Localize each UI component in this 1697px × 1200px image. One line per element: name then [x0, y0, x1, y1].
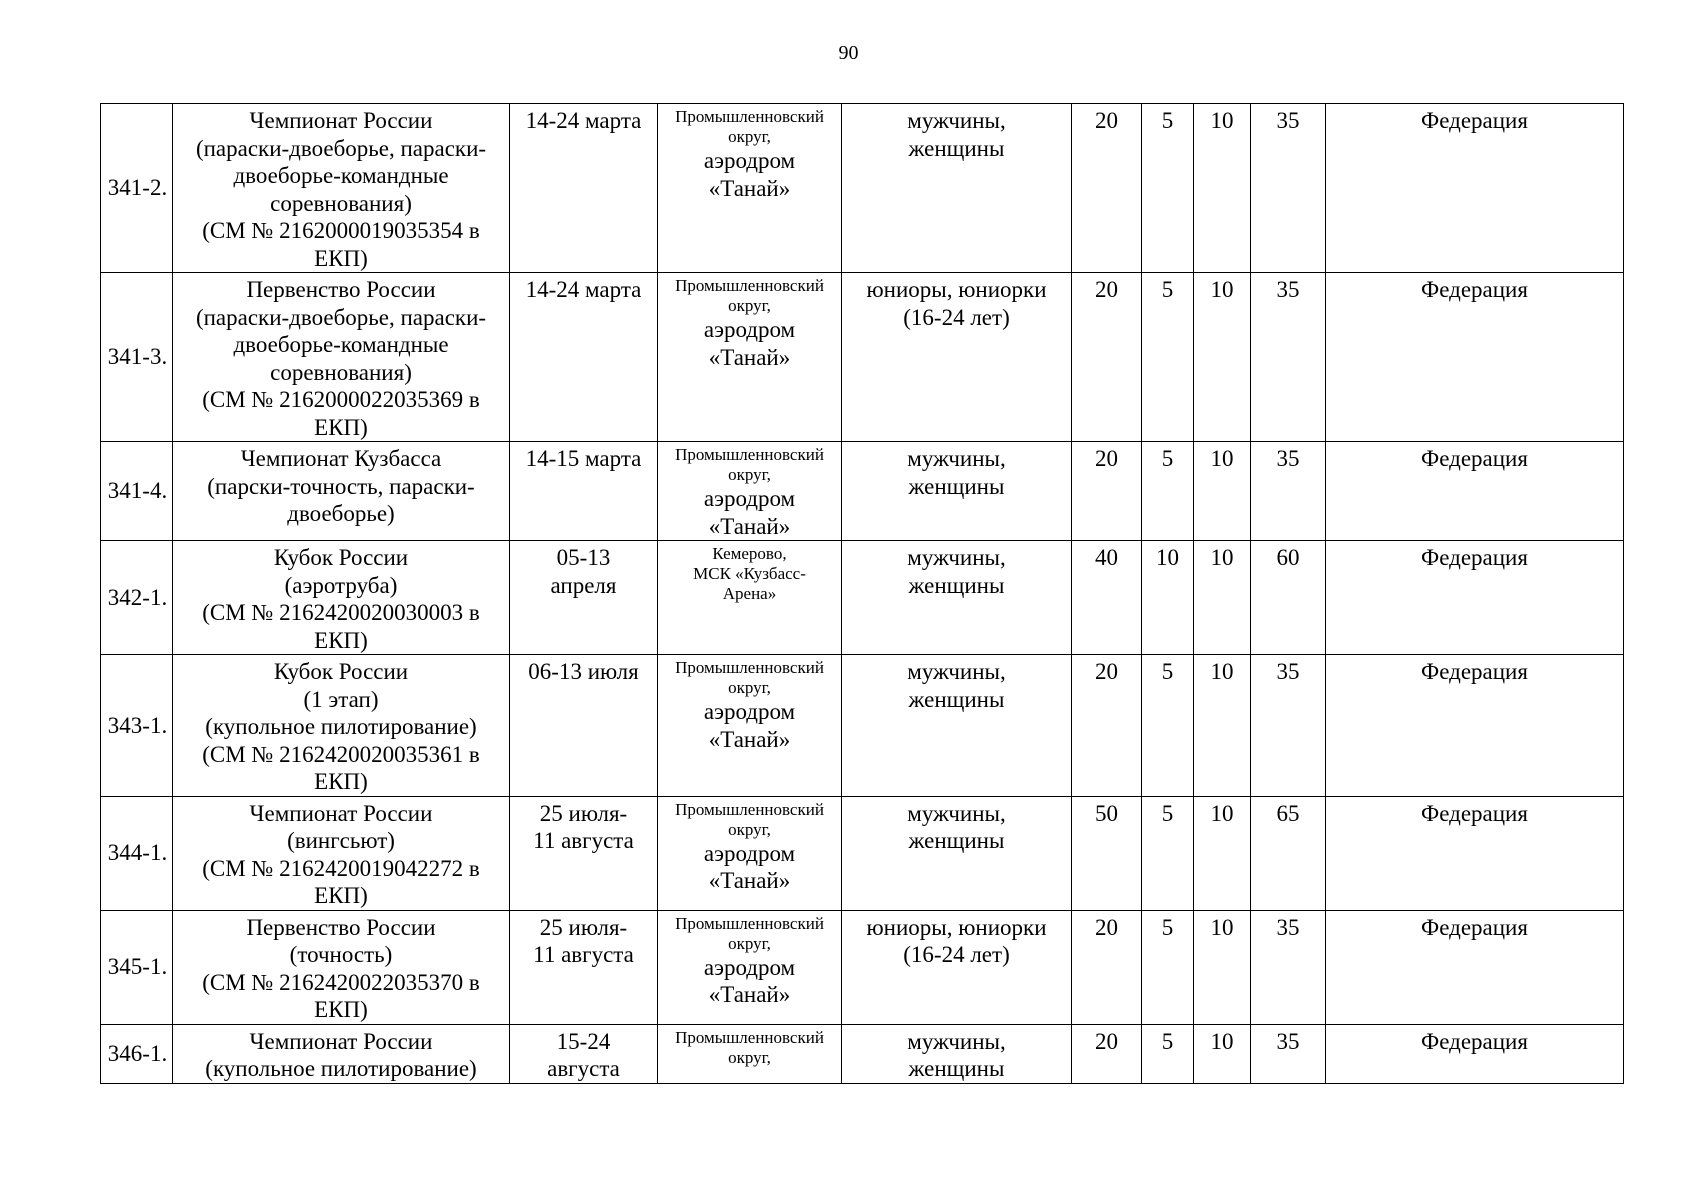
date-line: 14-24 марта — [525, 277, 642, 302]
event-line: (парски-точность, параски- — [207, 473, 475, 499]
table-row — [101, 104, 1624, 273]
event-line: ЕКП) — [314, 769, 368, 794]
events-table — [100, 103, 1624, 1084]
event-line: двоеборье-командные — [233, 163, 449, 188]
place-line: округ, — [728, 678, 771, 697]
row-number-text: 345-1. — [107, 954, 168, 980]
event-place — [658, 910, 842, 1024]
count-3 — [1194, 655, 1251, 797]
participants-line: (16-24 лет) — [903, 942, 1010, 967]
place-line: округ, — [728, 127, 771, 146]
participants-line: мужчины, — [907, 108, 1006, 133]
count-3-text: 10 — [1210, 446, 1234, 471]
row-number-text: 341-4. — [107, 478, 168, 504]
count-3 — [1194, 273, 1251, 442]
count-total-text: 35 — [1276, 446, 1300, 471]
event-line: Чемпионат России — [249, 1028, 433, 1054]
event-line: (параски-двоеборье, параски- — [195, 304, 487, 330]
participants — [842, 273, 1072, 442]
count-total-text: 35 — [1276, 108, 1300, 133]
participants — [842, 796, 1072, 910]
date-line: 14-24 марта — [525, 108, 642, 133]
event-name — [173, 442, 510, 541]
event-line: (СМ № 2162420020030003 в — [202, 600, 480, 625]
table-row — [101, 442, 1624, 541]
event-name — [173, 1024, 510, 1083]
count-1 — [1072, 1024, 1142, 1083]
place-line: МСК «Кузбасс- — [693, 564, 806, 583]
participants — [842, 910, 1072, 1024]
row-number-text: 343-1. — [107, 712, 168, 738]
place-line: «Танай» — [708, 726, 791, 752]
table-row — [101, 796, 1624, 910]
date-line: 11 августа — [533, 942, 634, 967]
date-line: августа — [547, 1056, 620, 1081]
place-line: «Танай» — [708, 982, 791, 1007]
row-number-text: 341-2. — [107, 175, 168, 201]
count-2-text: 5 — [1161, 446, 1174, 471]
participants-line: мужчины, — [907, 1028, 1006, 1054]
row-number — [101, 655, 173, 797]
count-2 — [1142, 655, 1194, 797]
event-line: (аэротруба) — [284, 572, 398, 598]
event-line: (СМ № 2162420022035370 в — [202, 969, 480, 995]
row-number-text: 342-1. — [107, 584, 168, 610]
count-total-text: 35 — [1276, 914, 1300, 940]
count-total-text: 35 — [1276, 1028, 1300, 1054]
place-line: Промышленновский — [675, 913, 824, 933]
count-1-text: 20 — [1095, 446, 1118, 471]
count-2-text: 5 — [1161, 1028, 1174, 1054]
count-2 — [1142, 910, 1194, 1024]
count-3-text: 10 — [1210, 277, 1234, 302]
count-3-text: 10 — [1210, 1028, 1234, 1054]
place-line: Промышленновский — [675, 276, 824, 295]
event-place — [658, 655, 842, 797]
count-2 — [1142, 796, 1194, 910]
page-number: 90 — [838, 42, 859, 64]
event-line: (СМ № 2162000022035369 в — [202, 387, 480, 412]
participants — [842, 104, 1072, 273]
event-line: (СМ № 2162420020035361 в — [202, 741, 480, 767]
event-line: (СМ № 2162420019042272 в — [202, 855, 480, 881]
event-line: ЕКП) — [314, 883, 368, 908]
event-line: (параски-двоеборье, параски- — [195, 135, 487, 161]
count-total — [1251, 910, 1326, 1024]
event-line: (купольное пилотирование) — [205, 1056, 477, 1081]
event-dates — [510, 273, 658, 442]
place-line: Промышленновский — [675, 658, 824, 677]
date-line: 25 июля- — [539, 800, 628, 826]
count-2-text: 5 — [1161, 659, 1174, 684]
count-3 — [1194, 796, 1251, 910]
count-total — [1251, 796, 1326, 910]
place-line: «Танай» — [708, 513, 791, 539]
date-line: 06-13 июля — [528, 659, 639, 684]
count-3 — [1194, 541, 1251, 655]
count-total-text: 65 — [1276, 800, 1300, 826]
participants-line: юниоры, юниорки — [866, 277, 1047, 302]
event-line: Чемпионат России — [249, 800, 433, 826]
count-total — [1251, 273, 1326, 442]
count-3-text: 10 — [1210, 108, 1234, 133]
row-number — [101, 442, 173, 541]
participants-line: женщины — [908, 135, 1005, 161]
participants-line: юниоры, юниорки — [866, 914, 1047, 940]
event-line: (купольное пилотирование) — [205, 714, 477, 739]
place-line: округ, — [728, 465, 771, 484]
count-1-text: 20 — [1095, 108, 1118, 133]
place-line: округ, — [728, 296, 771, 315]
participants — [842, 442, 1072, 541]
event-line: двоеборье-командные — [233, 332, 449, 357]
event-dates — [510, 541, 658, 655]
event-line: соревнования) — [270, 359, 412, 385]
table-row — [101, 910, 1624, 1024]
event-dates — [510, 910, 658, 1024]
event-name — [173, 910, 510, 1024]
count-1 — [1072, 655, 1142, 797]
event-name — [173, 655, 510, 797]
place-line: «Танай» — [708, 344, 791, 370]
place-line: аэродром — [703, 954, 796, 980]
count-total — [1251, 1024, 1326, 1083]
table-row — [101, 273, 1624, 442]
row-number — [101, 273, 173, 442]
participants-line: женщины — [908, 686, 1005, 712]
place-line: округ, — [728, 819, 771, 839]
event-place — [658, 104, 842, 273]
place-line: аэродром — [703, 699, 796, 724]
event-line: ЕКП) — [314, 627, 368, 653]
count-3-text: 10 — [1210, 800, 1234, 826]
place-line: аэродром — [703, 148, 796, 173]
event-place — [658, 541, 842, 655]
participants — [842, 541, 1072, 655]
place-line: «Танай» — [708, 175, 791, 201]
event-name — [173, 796, 510, 910]
organizer-text: Федерация — [1421, 108, 1528, 133]
count-2-text: 5 — [1161, 108, 1174, 133]
organizer-text: Федерация — [1421, 914, 1528, 940]
event-place — [658, 442, 842, 541]
count-1-text: 20 — [1095, 659, 1118, 684]
count-total — [1251, 655, 1326, 797]
event-line: (точность) — [289, 942, 393, 967]
count-2 — [1142, 541, 1194, 655]
event-dates — [510, 655, 658, 797]
count-2 — [1142, 442, 1194, 541]
date-line: апреля — [550, 572, 617, 598]
participants-line: женщины — [908, 572, 1005, 598]
organizer-text: Федерация — [1421, 1028, 1528, 1054]
count-total — [1251, 442, 1326, 541]
count-1 — [1072, 541, 1142, 655]
count-1 — [1072, 910, 1142, 1024]
event-place — [658, 273, 842, 442]
place-line: «Танай» — [708, 868, 791, 893]
count-3 — [1194, 910, 1251, 1024]
count-2 — [1142, 1024, 1194, 1083]
row-number — [101, 541, 173, 655]
participants-line: (16-24 лет) — [903, 304, 1010, 330]
participants — [842, 655, 1072, 797]
event-line: (СМ № 2162000019035354 в — [202, 218, 480, 243]
place-line: аэродром — [703, 840, 796, 866]
event-line: Кубок России — [273, 659, 409, 684]
participants-line: мужчины, — [907, 659, 1006, 684]
row-number-text: 346-1. — [107, 1040, 168, 1066]
organizer-text: Федерация — [1421, 659, 1528, 684]
organizer — [1326, 910, 1624, 1024]
participants-line: женщины — [908, 1056, 1005, 1081]
place-line: Промышленновский — [675, 1027, 824, 1047]
organizer — [1326, 273, 1624, 442]
count-2 — [1142, 273, 1194, 442]
event-dates — [510, 1024, 658, 1083]
event-line: Чемпионат Кузбасса — [240, 446, 442, 471]
place-line: Промышленновский — [675, 107, 824, 126]
date-line: 11 августа — [533, 828, 634, 853]
row-number — [101, 104, 173, 273]
event-line: ЕКП) — [314, 414, 368, 440]
organizer — [1326, 541, 1624, 655]
participants-line: женщины — [908, 828, 1005, 853]
event-line: Первенство России — [246, 914, 436, 940]
event-line: ЕКП) — [314, 997, 368, 1022]
count-1 — [1072, 104, 1142, 273]
row-number — [101, 1024, 173, 1083]
count-3-text: 10 — [1210, 659, 1234, 684]
event-line: Первенство России — [246, 277, 436, 302]
participants — [842, 1024, 1072, 1083]
count-3 — [1194, 1024, 1251, 1083]
count-1-text: 20 — [1095, 277, 1118, 302]
row-number-text: 341-3. — [107, 344, 168, 370]
date-line: 25 июля- — [539, 914, 628, 940]
event-line: соревнования) — [270, 190, 412, 216]
date-line: 05-13 — [556, 545, 611, 570]
count-1 — [1072, 796, 1142, 910]
table-row — [101, 541, 1624, 655]
count-2-text: 5 — [1161, 800, 1174, 826]
count-total-text: 35 — [1276, 277, 1300, 302]
table-row — [101, 1024, 1624, 1083]
organizer-text: Федерация — [1421, 545, 1528, 570]
count-1-text: 20 — [1095, 1028, 1118, 1054]
organizer-text: Федерация — [1421, 277, 1528, 302]
participants-line: мужчины, — [907, 800, 1006, 826]
date-line: 14-15 марта — [525, 446, 642, 471]
place-line: Промышленновский — [675, 799, 824, 819]
organizer — [1326, 1024, 1624, 1083]
table-body — [101, 104, 1624, 1084]
table-row — [101, 655, 1624, 797]
count-2-text: 5 — [1161, 277, 1174, 302]
place-line: аэродром — [703, 317, 796, 342]
count-1-text: 50 — [1095, 800, 1118, 826]
event-line: ЕКП) — [314, 245, 368, 271]
participants-line: женщины — [908, 473, 1005, 499]
organizer — [1326, 442, 1624, 541]
count-total-text: 60 — [1276, 545, 1300, 570]
count-3-text: 10 — [1210, 914, 1234, 940]
row-number-text: 344-1. — [107, 840, 168, 866]
organizer — [1326, 796, 1624, 910]
count-2-text: 10 — [1156, 545, 1179, 570]
count-2-text: 5 — [1161, 914, 1174, 940]
organizer — [1326, 655, 1624, 797]
place-line: аэродром — [703, 486, 796, 511]
count-3 — [1194, 442, 1251, 541]
count-total — [1251, 104, 1326, 273]
event-place — [658, 1024, 842, 1083]
place-line: Арена» — [722, 584, 777, 603]
place-line: Кемерово, — [712, 544, 787, 563]
event-line: двоеборье) — [287, 501, 395, 526]
place-line: округ, — [728, 1047, 771, 1067]
event-line: (1 этап) — [303, 686, 379, 712]
count-2 — [1142, 104, 1194, 273]
organizer — [1326, 104, 1624, 273]
place-line: округ, — [728, 933, 771, 953]
count-total — [1251, 541, 1326, 655]
count-1 — [1072, 273, 1142, 442]
organizer-text: Федерация — [1421, 800, 1528, 826]
count-1 — [1072, 442, 1142, 541]
event-name — [173, 104, 510, 273]
place-line: Промышленновский — [675, 445, 824, 464]
event-line: Чемпионат России — [249, 108, 433, 133]
row-number — [101, 910, 173, 1024]
count-1-text: 40 — [1095, 545, 1118, 570]
event-name — [173, 541, 510, 655]
event-dates — [510, 104, 658, 273]
event-line: Кубок России — [273, 545, 409, 570]
count-3-text: 10 — [1210, 545, 1234, 570]
event-line: (вингсьют) — [287, 828, 395, 853]
date-line: 15-24 — [556, 1028, 611, 1054]
count-1-text: 20 — [1095, 914, 1118, 940]
count-total-text: 35 — [1276, 659, 1300, 684]
row-number — [101, 796, 173, 910]
event-dates — [510, 796, 658, 910]
participants-line: мужчины, — [907, 446, 1006, 471]
count-3 — [1194, 104, 1251, 273]
participants-line: мужчины, — [907, 545, 1006, 570]
organizer-text: Федерация — [1421, 446, 1528, 471]
event-place — [658, 796, 842, 910]
event-name — [173, 273, 510, 442]
event-dates — [510, 442, 658, 541]
